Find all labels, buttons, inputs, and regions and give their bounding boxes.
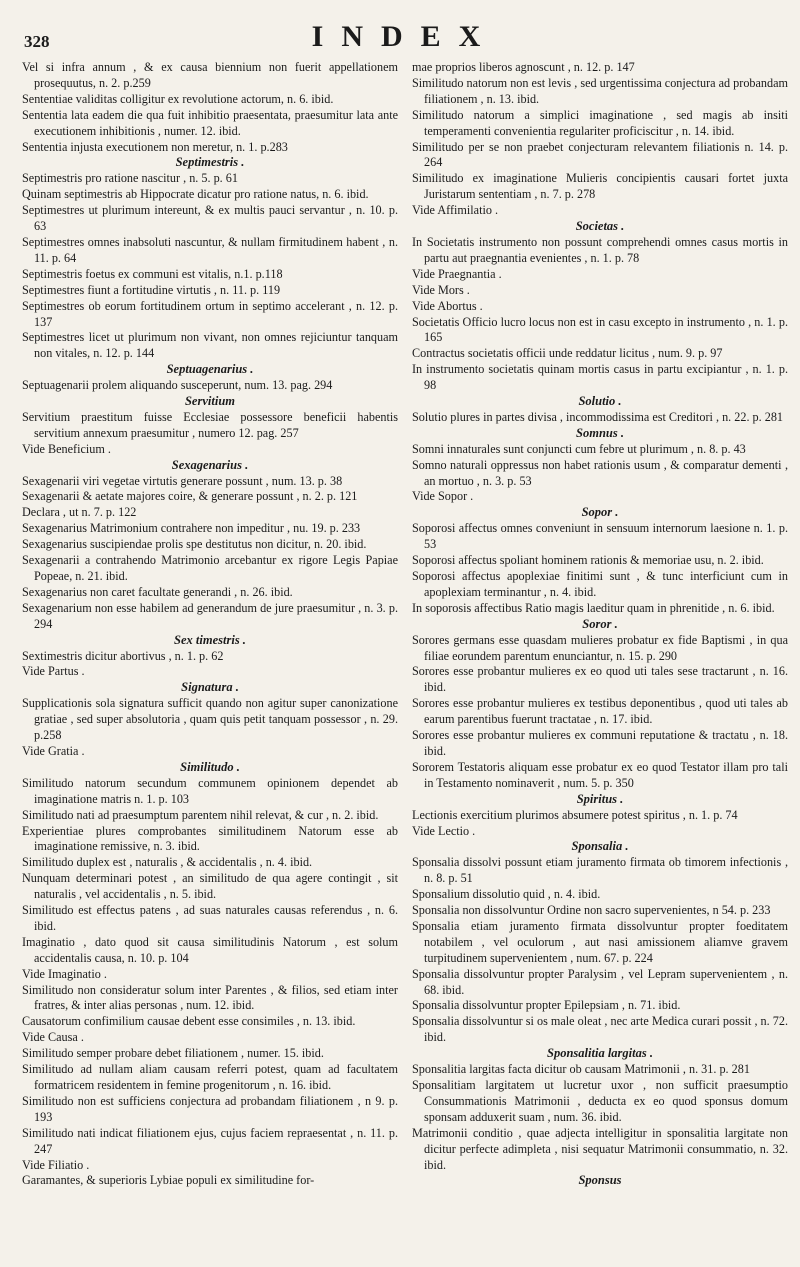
index-entry: Sponsalitia largitas facta dicitur ob causam Matrimonii , n. 31. p. 281 xyxy=(412,1062,750,1077)
index-entry: Sponsalia dissolvuntur si os male oleat , nec arte Medica curari possit , n. 72. ibid. xyxy=(412,1014,788,1045)
index-entry: In instrumento societatis quinam mortis casus in partu excipiantur , n. 1. p. 98 xyxy=(412,362,788,393)
index-entry: Septimestres licet ut plurimum non vivant, non omnes rejiciuntur tanquam non vitales, n. 12. p. 144 xyxy=(22,330,398,361)
index-entry: Vide Affimilatio . xyxy=(412,203,499,218)
index-entry: Similitudo per se non praebet conjecturam relevantem filiationis n. 14. p. 264 xyxy=(412,139,788,170)
index-entry: In soporosis affectibus Ratio magis laeditur quam in phrenitide , n. 6. ibid. xyxy=(412,600,775,615)
right-column xyxy=(412,60,788,1265)
index-entry: In Societatis instrumento non possunt comprehendi omnes casus mortis in partu aut praegnantia evenientes , n. 1. p. 78 xyxy=(412,234,788,265)
index-entry: Imaginatio , dato quod sit causa similitudinis Natorum , est solum accidentalis causa, n. 10. p. 104 xyxy=(22,934,398,965)
index-entry: Somno naturali oppressus non habet rationis usum , & comparatur dementi , an mortuo , n. 3. p. 53 xyxy=(412,457,788,488)
index-heading: Sponsalia . xyxy=(571,839,629,854)
index-entry: Similitudo non est sufficiens conjectura ad probandam filiationem , n 9. p. 193 xyxy=(22,1093,398,1124)
index-entry: Vide Gratia . xyxy=(22,743,85,758)
index-heading: Sopor . xyxy=(581,505,619,520)
index-heading: Sponsus xyxy=(578,1173,622,1188)
index-entry: Soporosi affectus apoplexiae finitimi sunt , & tunc interficiunt cum in apoplexiam terminantur , n. 4. ibid. xyxy=(412,569,788,599)
index-entry: Similitudo natorum non est levis , sed urgentissima conjectura ad probandam filiationem , n. 13. ibid. xyxy=(412,75,788,106)
index-entry: Sexagenarius suscipiendae prolis spe destitutus non dicitur, n. 20. ibid. xyxy=(22,537,367,552)
index-entry: Sorores esse probantur mulieres ex eo quod uti tales sese tractarunt , n. 16. ibid. xyxy=(412,664,788,695)
index-entry: Sponsalia dissolvuntur propter Paralysim , vel Lepram supervenientem , n. 68. ibid. xyxy=(412,966,788,997)
index-entry: Sexagenarius non caret facultate generandi , n. 26. ibid. xyxy=(22,584,293,599)
index-heading: Sex timestris . xyxy=(174,632,246,647)
index-entry: Septimestres ut plurimum intereunt, & ex multis pauci servantur , n. 10. p. 63 xyxy=(22,203,398,234)
index-entry: Sexagenarii a contrahendo Matrimonio arcebantur ex rigore Legis Papiae Popeae, n. 21. ibid. xyxy=(22,553,398,583)
index-entry: Soporosi affectus spoliant hominem rationis & memoriae usu, n. 2. ibid. xyxy=(412,553,764,568)
index-entry: Sorores germans esse quasdam mulieres probatur ex fide Baptismi , in qua filiae eorundem parentum enunciantur, n. 15. p. 290 xyxy=(412,632,788,663)
index-entry: Vide Partus . xyxy=(22,664,85,679)
index-entry: Sexagenarium non esse habilem ad generandum de jure praesumitur , n. 3. p. 294 xyxy=(22,600,398,631)
page-number: 328 xyxy=(24,32,50,51)
index-heading: Societas . xyxy=(575,219,625,234)
running-title: INDEX xyxy=(311,20,499,53)
index-columns xyxy=(22,60,788,1265)
index-heading: Soror . xyxy=(582,616,618,631)
index-entry: Vide Causa . xyxy=(22,1030,84,1045)
index-entry: Sexagenarii viri vegetae virtutis generare possunt , num. 13. p. 38 xyxy=(22,473,343,488)
index-entry: Sponsalia etiam juramento firmata dissolvuntur propter foeditatem notabilem , vel oculorum , aut nasi amissionem aliamve gravem turpitudinem supervenientem , num. 67. p. 224 xyxy=(412,918,788,965)
index-entry: Causatorum confimilium causae debent esse consimiles , n. 13. ibid. xyxy=(22,1014,356,1029)
index-entry: Sponsalium dissolutio quid , n. 4. ibid. xyxy=(412,887,601,902)
index-heading: Somnus . xyxy=(576,425,624,440)
index-entry: Vide Sopor . xyxy=(412,489,474,504)
index-entry: Sextimestris dicitur abortivus , n. 1. p. 62 xyxy=(22,648,224,663)
index-heading: Septimestris . xyxy=(175,155,245,170)
index-entry: Supplicationis sola signatura sufficit quando non agitur super canonizatione gratiae , sed super absolutoria , quam quis petit tanquam possessor , n. 29. p.258 xyxy=(22,696,398,743)
index-entry: Septimestris pro ratione nascitur , n. 5. p. 61 xyxy=(22,171,238,186)
index-heading: Signatura . xyxy=(181,680,239,695)
index-entry: Similitudo natorum a simplici imaginatione , sed magis ab insiti temperamenti convenientia regulariter proficiscitur , n. 14. ibid. xyxy=(412,107,788,138)
index-heading: Sponsalitia largitas . xyxy=(547,1046,653,1061)
index-entry: Similitudo semper probare debet filiationem , numer. 15. ibid. xyxy=(22,1046,324,1061)
index-entry: Sponsalia non dissolvuntur Ordine non sacro supervenientes, n 54. p. 233 xyxy=(412,903,771,918)
index-entry: Sententia injusta executionem non meretur, n. 1. p.283 xyxy=(22,139,288,154)
index-entry: Sexagenarius Matrimonium contrahere non impeditur , nu. 19. p. 233 xyxy=(22,521,361,536)
index-entry: Septimestres fiunt a fortitudine virtutis , n. 11. p. 119 xyxy=(22,282,281,297)
index-entry: Sorores esse probantur mulieres ex communi reputatione & tractatu , n. 18. ibid. xyxy=(412,728,788,758)
index-entry: Vide Filiatio . xyxy=(22,1157,90,1172)
index-entry: Garamantes, & superioris Lybiae populi ex similitudine for- xyxy=(22,1173,315,1188)
index-entry: Lectionis exercitium plurimos absumere potest spiritus , n. 1. p. 74 xyxy=(412,807,738,822)
index-entry: Sententiae validitas colligitur ex revolutione actorum, n. 6. ibid. xyxy=(22,91,334,106)
index-entry: Quinam septimestris ab Hippocrate dicatur pro ratione natus, n. 6. ibid. xyxy=(22,187,369,202)
index-entry: Somni innaturales sunt conjuncti cum febre ut plurimum , n. 8. p. 43 xyxy=(412,441,746,456)
index-entry: Sororem Testatoris aliquam esse probatur ex eo quod Testator illam pro tali in Testamento nominaverit , num. 5. p. 350 xyxy=(412,759,788,790)
page-header xyxy=(22,14,788,60)
index-entry: Sorores esse probantur mulieres ex testibus deponentibus , quod uti tales ab earum parentibus fuerunt tractatae , n. 17. ibid. xyxy=(412,696,788,727)
index-heading: Spiritus . xyxy=(576,791,624,806)
index-entry: Societatis Officio lucro locus non est in casu excepto in instrumento , n. 1. p. 165 xyxy=(412,314,788,345)
index-entry: Similitudo non consideratur solum inter Parentes , & filios, sed etiam inter fratres, & inter alias personas , num. 12. ibid. xyxy=(22,982,398,1013)
index-entry: Similitudo ad nullam aliam causam referri potest, quam ad facultatem formatricem residentem in femine progenitorum , n. 16. ibid. xyxy=(22,1062,398,1092)
index-entry: Similitudo natorum secundum communem opinionem dependet ab imaginatione matris n. 1. p. 103 xyxy=(22,775,398,806)
index-entry: Vide Abortus . xyxy=(412,298,483,313)
index-entry: Vide Imaginatio . xyxy=(22,966,107,981)
index-entry: Similitudo nati indicat filiationem ejus, cujus faciem repraesentat , n. 11. p. 247 xyxy=(22,1125,398,1156)
left-column xyxy=(22,60,398,1265)
index-entry: Similitudo est effectus patens , ad suas naturales causas referendus , n. 6. ibid. xyxy=(22,903,398,933)
index-heading: Servitium xyxy=(184,394,235,409)
index-heading: Septuagenarius . xyxy=(166,362,254,377)
index-entry: Vide Mors . xyxy=(412,282,470,297)
index-heading: Solutio . xyxy=(578,394,622,409)
index-entry: Declara , ut n. 7. p. 122 xyxy=(22,505,137,520)
index-heading: Similitudo . xyxy=(180,759,240,774)
index-entry: Vide Lectio . xyxy=(412,823,476,838)
index-entry: Sponsalitiam largitatem ut lucretur uxor , non sufficit praesumptio Consummationis Matrimonii , deducta ex eo quod sponsus domum sponsam adduxerit suam , num. 36. ibid. xyxy=(412,1078,788,1124)
index-entry: Septimestres omnes inabsoluti nascuntur, & nullam firmitudinem habent , n. 11. p. 64 xyxy=(22,234,398,265)
index-entry: Similitudo duplex est , naturalis , & accidentalis , n. 4. ibid. xyxy=(22,855,313,870)
index-entry: Soporosi affectus omnes conveniunt in sensuum internorum laesione n. 1. p. 53 xyxy=(412,521,788,552)
index-entry: Matrimonii conditio , quae adjecta intelligitur in sponsalitia largitate non dicitur perfecte adimpleta , nisi sequatur Matrimonii consummatio, n. 32. ibid. xyxy=(412,1125,788,1172)
index-entry: Septuagenarii prolem aliquando susceperunt, num. 13. pag. 294 xyxy=(22,378,333,393)
index-entry: mae proprios liberos agnoscunt , n. 12. p. 147 xyxy=(412,60,635,74)
index-entry: Nunquam determinari potest , an similitudo de qua agere contingit , sit naturalis , vel accidentalis , n. 5. ibid. xyxy=(22,871,398,902)
index-entry: Vel si infra annum , & ex causa biennium non fuerit appellationem prosequutus, n. 2. p.259 xyxy=(22,60,398,90)
index-entry: Experientiae plures comprobantes similitudinem Natorum esse ab imaginatione remissive, n. 3. ibid. xyxy=(22,823,398,854)
index-entry: Septimestres ob eorum fortitudinem ortum in septimo accelerant , n. 12. p. 137 xyxy=(22,298,398,329)
index-entry: Contractus societatis officii unde reddatur licitus , num. 9. p. 97 xyxy=(412,346,723,361)
index-entry: Sponsalia dissolvuntur propter Epilepsiam , n. 71. ibid. xyxy=(412,998,681,1013)
index-entry: Septimestris foetus ex communi est vitalis, n.1. p.118 xyxy=(22,266,283,281)
index-entry: Sponsalia dissolvi possunt etiam juramento firmata ob timorem infectionis , n. 8. p. 51 xyxy=(412,855,788,886)
index-entry: Solutio plures in partes divisa , incommodissima est Creditori , n. 22. p. 281 xyxy=(412,409,784,424)
index-entry: Vide Praegnantia . xyxy=(412,266,502,281)
index-entry: Servitium praestitum fuisse Ecclesiae possessore beneficii habentis servitium annexum praesumitur , numero 12. pag. 257 xyxy=(22,409,398,440)
index-heading: Sexagenarius . xyxy=(171,457,249,472)
index-entry: Sexagenarii & aetate majores coire, & generare possunt , n. 2. p. 121 xyxy=(22,489,358,504)
index-entry: Vide Beneficium . xyxy=(22,441,111,456)
index-entry: Similitudo nati ad praesumptum parentem nihil relevat, & cur , n. 2. ibid. xyxy=(22,807,379,822)
index-entry: Sententia lata eadem die qua fuit inhibitio praesentata, praesumitur lata ante executionem inhibitionis , numer. 12. ibid. xyxy=(22,107,398,138)
index-entry: Similitudo ex imaginatione Mulieris concipientis causari fortet juxta Juristarum sententiam , n. 7. p. 278 xyxy=(412,171,788,202)
